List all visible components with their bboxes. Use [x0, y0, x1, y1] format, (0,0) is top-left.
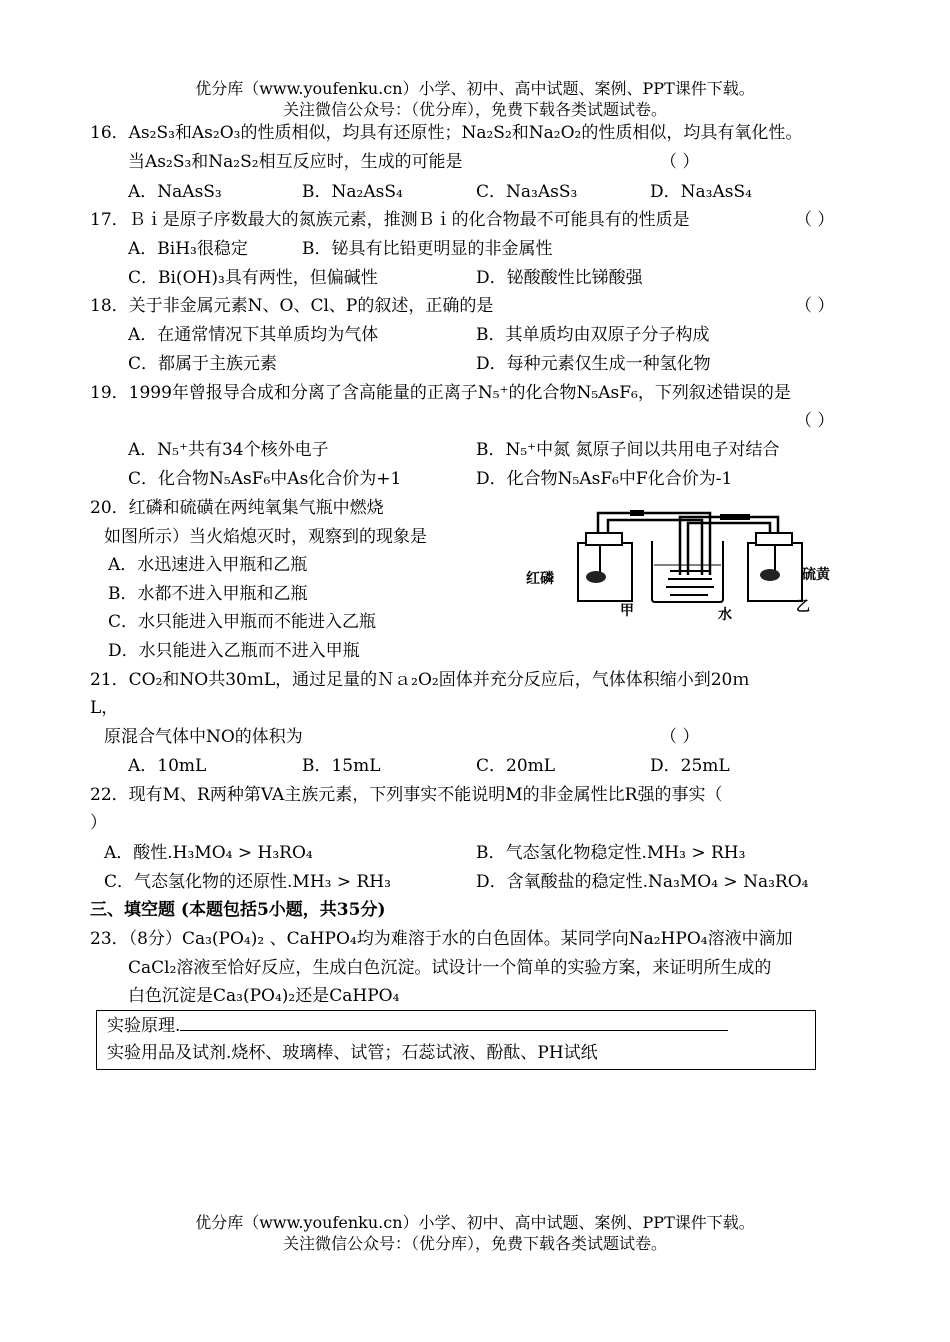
q21-stem-line1: 21．CO₂和NO共30ｍL，通过足量的Ｎａ₂O₂固体并充分反应后，气体体积缩小到20ｍ — [90, 670, 750, 690]
label-sulfur: 硫黄 — [802, 567, 830, 583]
label-red-phosphorus: 红磷 — [526, 571, 554, 587]
q20-stem-line2: 如图所示）当火焰熄灭时，观察到的现象是 — [104, 527, 427, 547]
q17-option-b: B．铋具有比铅更明显的非金属性 — [302, 239, 553, 259]
q16-option-c: C．Na₃AsS₃ — [476, 182, 578, 202]
q23-stem-line3: 白色沉淀是Ca₃(PO₄)₂还是CaHPO₄ — [128, 986, 400, 1006]
q17-option-c: C．Bi(OH)₃具有两性，但偏碱性 — [128, 268, 378, 288]
page-footer-line1: 优分库（www.youfenku.cn）小学、初中、高中试题、案例、PPT课件下载。 — [195, 1213, 755, 1232]
q23-principle-blank[interactable] — [180, 1015, 728, 1031]
q19-option-a: A．N₅⁺共有34个核外电子 — [128, 440, 329, 460]
q20-option-d: D．水只能进入乙瓶而不进入甲瓶 — [108, 641, 360, 661]
q17-stem: 17．Ｂｉ是原子序数最大的氮族元素，推测Ｂｉ的化合物最不可能具有的性质是 — [90, 210, 690, 230]
q23-stem-line1: 23．（8分）Ca₃(PO₄)₂ 、CaHPO₄均为难溶于水的白色固体。某同学向Na₂HPO₄溶液中滴加 — [90, 929, 793, 949]
q16-option-a: A．NaAsS₃ — [128, 182, 222, 202]
q20-option-c: C．水只能进入甲瓶而不能进入乙瓶 — [108, 612, 377, 632]
q22-option-a: A．酸性.H₃MO₄ > H₃RO₄ — [104, 843, 313, 863]
q23-principle-label: 实验原理. — [107, 1016, 181, 1036]
q22-stem-line1: 22．现有M、R两种第VA主族元素，下列事实不能说明M的非金属性比R强的事实（ — [90, 785, 723, 805]
section-3-title: 三、填空题 (本题包括5小题，共35分) — [90, 900, 386, 920]
q16-option-b: B．Na₂AsS₄ — [302, 182, 403, 202]
q21-answer-paren: （ ） — [660, 727, 700, 747]
q19-answer-paren: （ ） — [795, 411, 835, 431]
q23-stem-line2: CaCl₂溶液至恰好反应，生成白色沉淀。试设计一个简单的实验方案，来证明所生成的 — [128, 958, 772, 978]
q22-option-d: D．含氧酸盐的稳定性.Na₃MO₄ > Na₃RO₄ — [476, 872, 809, 892]
q18-option-d: D．每种元素仅生成一种氢化物 — [476, 354, 711, 374]
q23-answer-box — [96, 1010, 816, 1070]
q22-option-c: C．气态氢化物的还原性.MH₃ > RH₃ — [104, 872, 391, 892]
q17-answer-paren: （ ） — [795, 210, 835, 230]
q18-option-c: C．都属于主族元素 — [128, 354, 278, 374]
page-header-line2: 关注微信公众号：（优分库），免费下载各类试题试卷。 — [282, 100, 667, 119]
q16-stem-line1: 16．As₂S₃和As₂O₃的性质相似，均具有还原性；Na₂S₂和Na₂O₂的性质相似，均具有氧化性。 — [90, 123, 803, 143]
q17-option-d: D．铋酸酸性比锑酸强 — [476, 268, 643, 288]
q19-option-d: D．化合物N₅AsF₆中F化合价为-1 — [476, 469, 733, 489]
q20-option-a: A．水迅速进入甲瓶和乙瓶 — [108, 555, 308, 575]
q21-stem-line3: 原混合气体中NO的体积为 — [104, 727, 303, 747]
q21-option-b: B．15mL — [302, 756, 381, 776]
label-water: 水 — [718, 607, 732, 623]
q17-option-a: A．BiH₃很稳定 — [128, 239, 248, 259]
q16-stem-line2: 当As₂S₃和Na₂S₂相互反应时，生成的可能是 — [128, 152, 463, 172]
page-header-line1: 优分库（www.youfenku.cn）小学、初中、高中试题、案例、PPT课件下载。 — [195, 79, 755, 98]
q20-stem-line1: 20．红磷和硫磺在两纯氧集气瓶中燃烧 — [90, 498, 384, 518]
q21-option-d: D．25mL — [650, 756, 730, 776]
q20-option-b: B．水都不进入甲瓶和乙瓶 — [108, 584, 308, 604]
q19-option-b: B．N₅⁺中氮 氮原子间以共用电子对结合 — [476, 440, 780, 460]
q21-stem-line2: L， — [90, 698, 119, 718]
q16-option-d: D．Na₃AsS₄ — [650, 182, 752, 202]
label-bottle-yi: 乙 — [796, 599, 810, 615]
q19-option-c: C．化合物N₅AsF₆中As化合价为+1 — [128, 469, 402, 489]
q16-answer-paren: （ ） — [660, 152, 700, 172]
page-footer-line2: 关注微信公众号：（优分库），免费下载各类试题试卷。 — [282, 1234, 667, 1253]
label-bottle-jia: 甲 — [620, 603, 634, 619]
q19-stem: 19．1999年曾报导合成和分离了含高能量的正离子N₅⁺的化合物N₅AsF₆，下列叙述错误的是 — [90, 383, 791, 403]
q21-option-a: A．10mL — [128, 756, 207, 776]
q23-materials: 实验用品及试剂.烧杯、玻璃棒、试管；石蕊试液、酚酞、PH试纸 — [107, 1043, 598, 1063]
q18-option-a: A．在通常情况下其单质均为气体 — [128, 325, 379, 345]
combustion-apparatus-figure — [520, 505, 840, 630]
q22-option-b: B．气态氢化物稳定性.MH₃ > RH₃ — [476, 843, 746, 863]
q18-option-b: B．其单质均由双原子分子构成 — [476, 325, 710, 345]
q22-stem-line2: ） — [90, 813, 107, 833]
q21-option-c: C．20mL — [476, 756, 556, 776]
q18-answer-paren: （ ） — [795, 296, 835, 316]
q23-principle-row — [107, 1015, 728, 1037]
q18-stem: 18．关于非金属元素N、O、Cl、P的叙述，正确的是 — [90, 296, 494, 316]
